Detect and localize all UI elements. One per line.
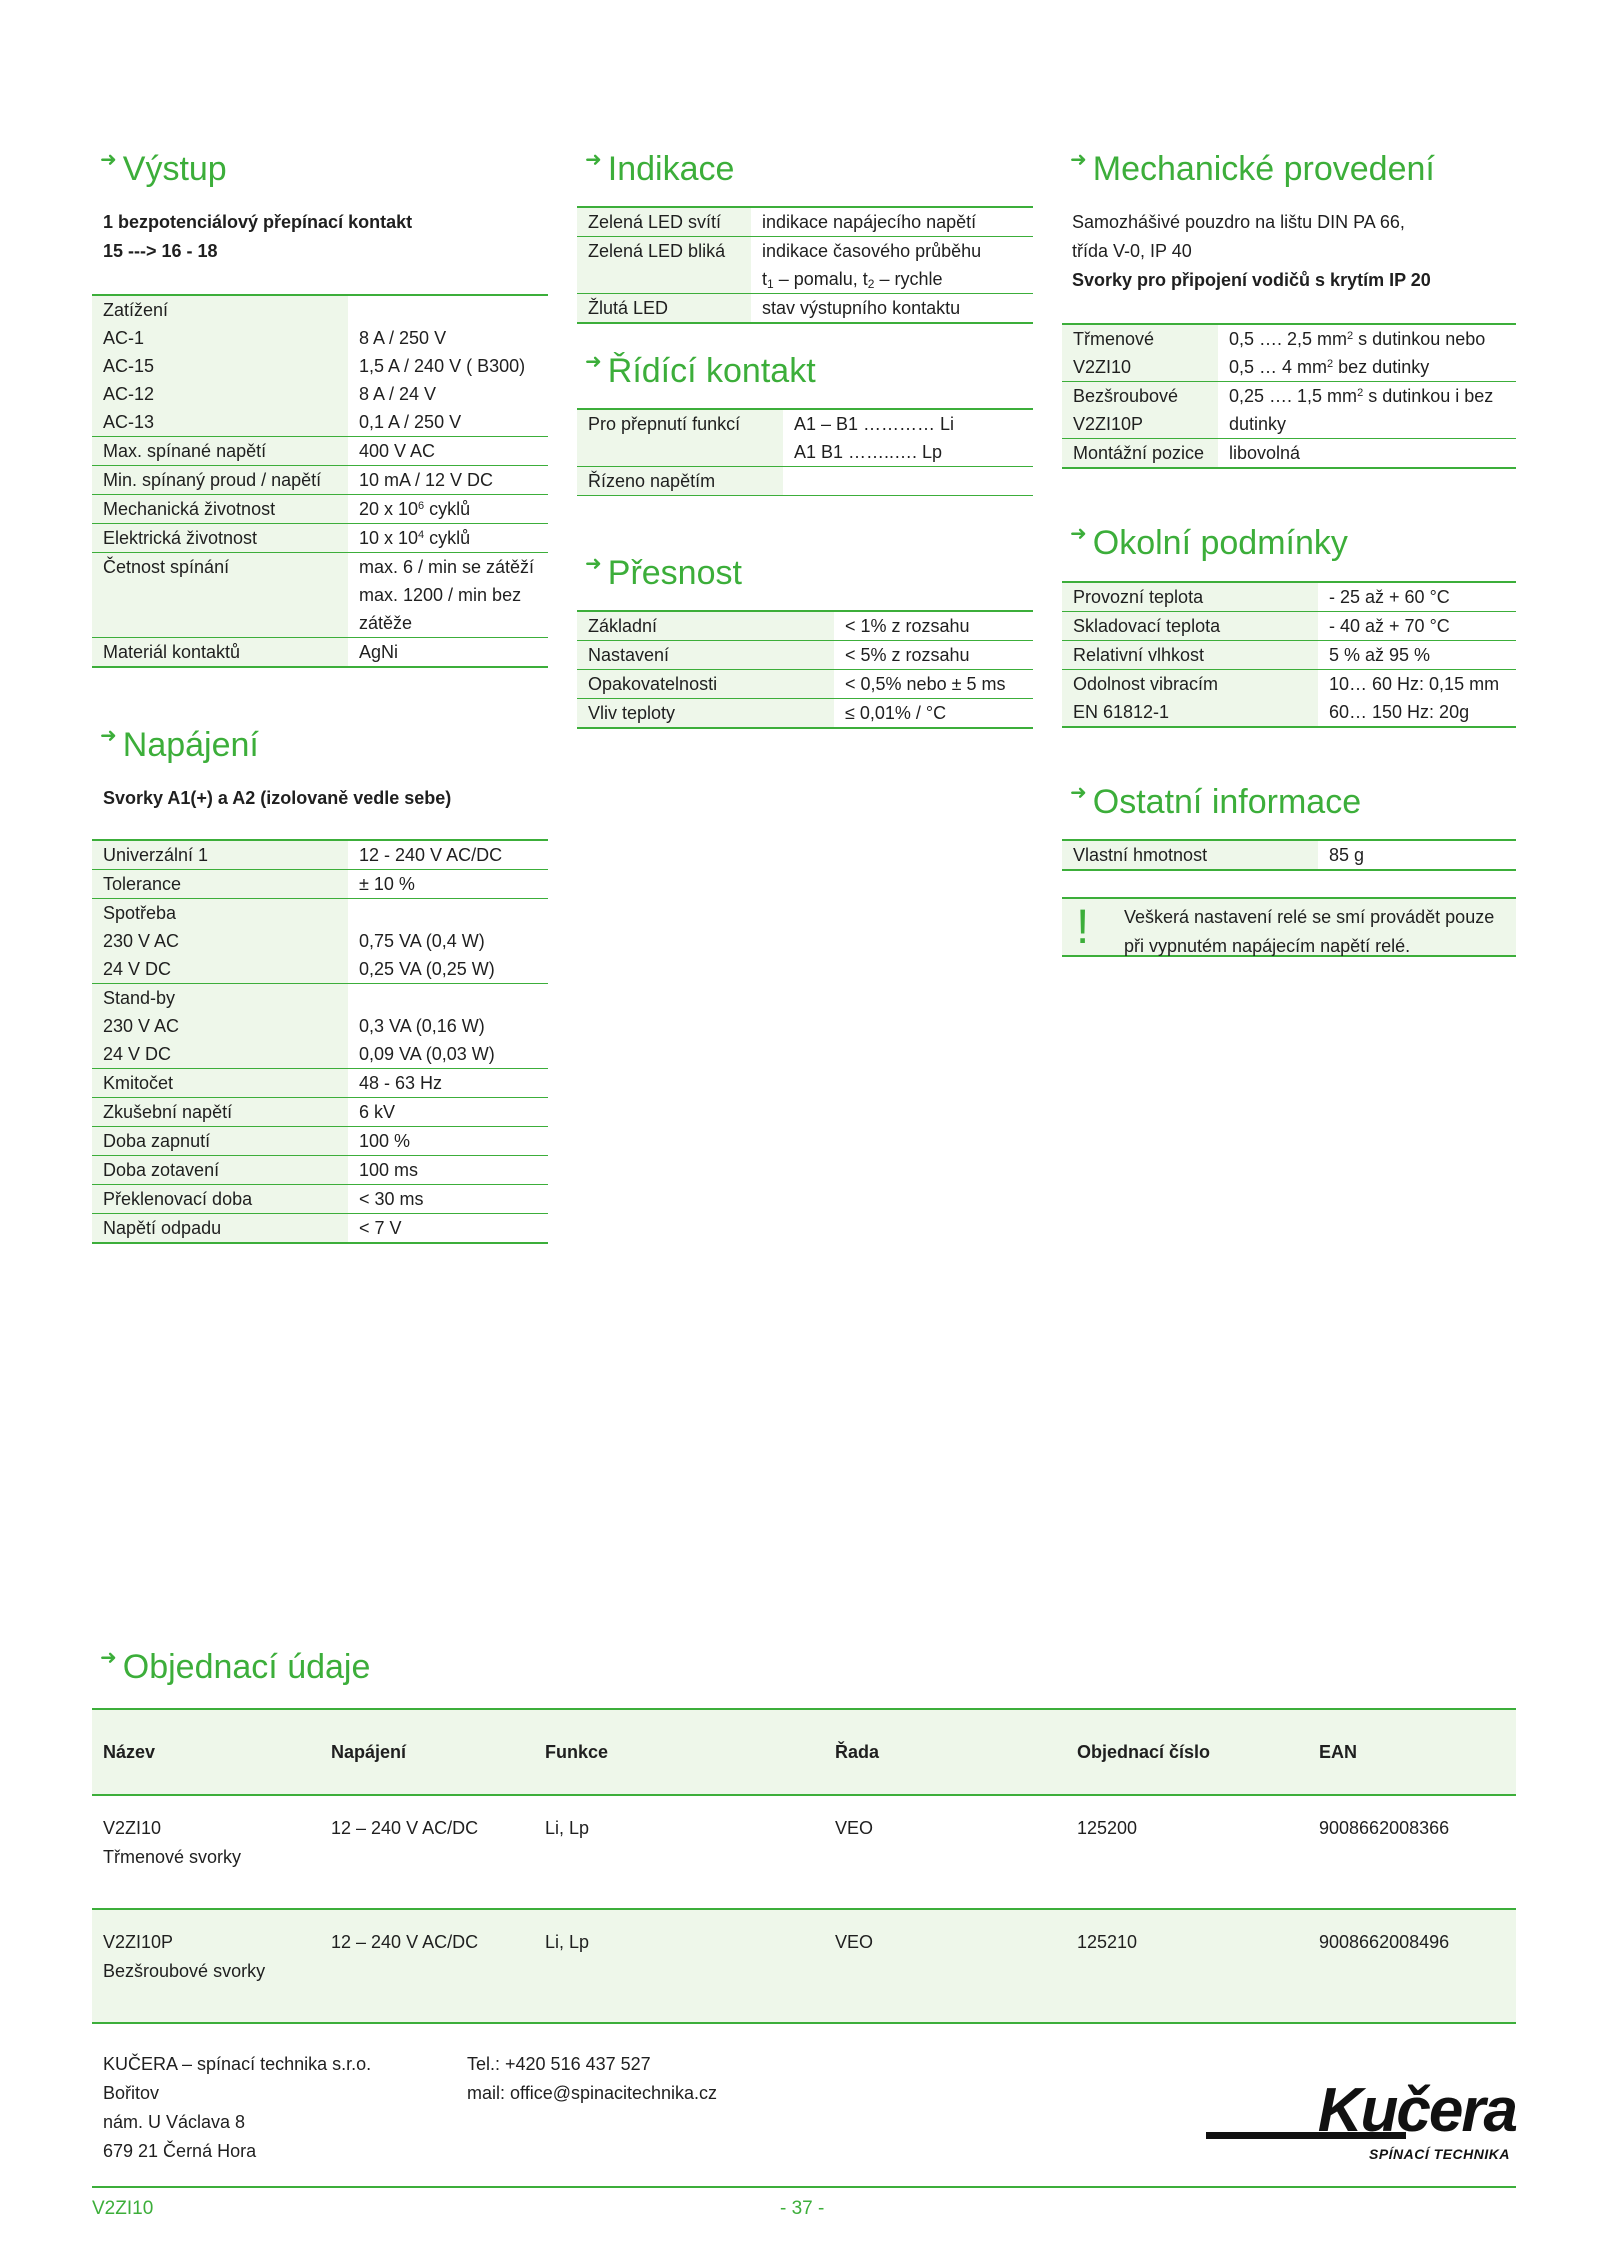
spec-value: 5 % až 95 % <box>1318 641 1516 670</box>
arrow-right-icon: ➜ <box>1070 149 1087 171</box>
spec-value: $t_1$ – pomalu, $t_2$ – rychle <box>762 269 943 291</box>
spec-label: Třmenové <box>1062 324 1218 353</box>
spec-row <box>577 409 1033 438</box>
spec-value: < 7 V <box>348 1214 548 1244</box>
spec-label <box>577 438 783 467</box>
spec-value: 8 A / 250 V <box>359 328 447 348</box>
spec-label: AC-13 <box>92 408 348 437</box>
spec-row <box>92 495 548 524</box>
spec-value: < 30 ms <box>348 1185 548 1214</box>
spec-label: Max. spínané napětí <box>92 437 348 466</box>
spec-label: AC-1 <box>92 324 348 352</box>
section-title-vystup: ➜ Výstup <box>100 149 227 188</box>
spec-row <box>577 670 1033 699</box>
spec-row <box>92 408 548 437</box>
spec-label: Min. spínaný proud / napětí <box>92 466 348 495</box>
order-cell-nazev: V2ZI10P Bezšroubové svorky <box>92 1909 320 2023</box>
spec-row <box>577 641 1033 670</box>
spec-value: < 1% z rozsahu <box>834 611 1033 641</box>
spec-label: Zatížení <box>92 295 348 324</box>
vystup-intro: 1 bezpotenciálový přepínací kontakt 15 ---> 16 - 18 <box>103 212 413 261</box>
spec-row <box>1062 324 1516 353</box>
order-row <box>92 1909 1516 2023</box>
spec-value: 1,5 A / 240 V ( B300) <box>359 356 526 376</box>
spec-row <box>92 466 548 495</box>
spec-row <box>92 1069 548 1098</box>
spec-row <box>1062 410 1516 439</box>
spec-value: 0,75 VA (0,4 W) <box>359 931 485 951</box>
napajeni-table <box>92 839 548 1244</box>
spec-value: max. 6 / min se zátěží <box>348 553 548 582</box>
order-cell-napajeni: 12 – 240 V AC/DC <box>320 1909 534 2023</box>
spec-label: 230 V AC <box>92 1012 348 1040</box>
spec-label: 230 V AC <box>92 927 348 955</box>
spec-value: - 25 až + 60 °C <box>1318 582 1516 612</box>
spec-label: Relativní vlhkost <box>1062 641 1318 670</box>
spec-label <box>577 265 751 294</box>
spec-row <box>1062 612 1516 641</box>
arrow-right-icon: ➜ <box>1070 782 1087 804</box>
spec-row <box>1062 439 1516 469</box>
spec-label: Odolnost vibracím <box>1062 670 1318 699</box>
spec-row <box>577 611 1033 641</box>
spec-value: 6 kV <box>348 1098 548 1127</box>
arrow-right-icon: ➜ <box>100 1647 117 1669</box>
ridici-table <box>577 408 1033 496</box>
spec-label: V2ZI10 <box>1062 353 1218 382</box>
spec-value <box>348 295 548 324</box>
spec-label: Stand-by <box>92 984 348 1013</box>
spec-value: zátěže <box>359 613 413 633</box>
spec-label: 24 V DC <box>92 1040 348 1069</box>
okolni-table <box>1062 581 1516 728</box>
spec-row <box>92 352 548 380</box>
exclamation-icon: ! <box>1076 901 1090 954</box>
order-cell-nazev: V2ZI10 Třmenové svorky <box>92 1795 320 1909</box>
spec-value: 20 x $10^6$ cyklů <box>348 495 548 524</box>
spec-row <box>92 840 548 870</box>
spec-label: Elektrická životnost <box>92 524 348 553</box>
spec-label: EN 61812-1 <box>1062 698 1318 727</box>
mechanicke-table <box>1062 323 1516 469</box>
spec-value: indikace napájecího napětí <box>751 207 1033 237</box>
spec-value: 100 ms <box>348 1156 548 1185</box>
spec-row <box>1062 698 1516 727</box>
section-title-presnost: ➜ Přesnost <box>585 553 742 592</box>
spec-row <box>577 467 1033 496</box>
order-header-objednaci-cislo: Objednací číslo <box>1066 1709 1308 1795</box>
spec-label: Materiál kontaktů <box>92 638 348 668</box>
order-cell-funkce: Li, Lp <box>534 1795 824 1909</box>
spec-label: Překlenovací doba <box>92 1185 348 1214</box>
spec-value: 48 - 63 Hz <box>348 1069 548 1098</box>
spec-row <box>92 927 548 955</box>
spec-value: 10 mA / 12 V DC <box>348 466 548 495</box>
spec-row <box>1062 582 1516 612</box>
order-header-rada: Řada <box>824 1709 1066 1795</box>
spec-row <box>92 984 548 1013</box>
footer-divider <box>92 2186 1516 2188</box>
spec-value: ± 10 % <box>348 870 548 899</box>
spec-value: 0,5 …. 2,5 $mm^2$ s dutinkou nebo <box>1218 324 1516 353</box>
indikace-table <box>577 206 1033 324</box>
spec-row <box>92 1214 548 1244</box>
section-title-indikace: ➜ Indikace <box>585 149 735 188</box>
page-number: - 37 - <box>780 2198 825 2219</box>
spec-row <box>577 265 1033 294</box>
order-header-funkce: Funkce <box>534 1709 824 1795</box>
kucera-logo: Kučera SPÍNACÍ TECHNIKA <box>1206 2076 1516 2166</box>
spec-value: 60… 150 Hz: 20g <box>1318 698 1516 727</box>
spec-row <box>92 437 548 466</box>
arrow-right-icon: ➜ <box>585 351 602 373</box>
order-header-row <box>92 1709 1516 1795</box>
spec-label: V2ZI10P <box>1062 410 1218 439</box>
spec-value: 400 V AC <box>348 437 548 466</box>
spec-value: < 5% z rozsahu <box>834 641 1033 670</box>
spec-value: 0,25 VA (0,25 W) <box>359 959 495 979</box>
spec-value <box>348 984 548 1013</box>
vystup-table <box>92 294 548 668</box>
arrow-right-icon: ➜ <box>585 553 602 575</box>
section-title-ridici: ➜ Řídící kontakt <box>585 351 816 390</box>
spec-row <box>577 207 1033 237</box>
mechanicke-intro: Samozhášivé pouzdro na lištu DIN PA 66, třída V-0, IP 40 Svorky pro připojení vodičů s krytím IP 20 <box>1072 212 1431 290</box>
spec-label: Nastavení <box>577 641 834 670</box>
spec-label: Základní <box>577 611 834 641</box>
spec-value: 0,3 VA (0,16 W) <box>359 1016 485 1036</box>
spec-row <box>1062 641 1516 670</box>
spec-value: A1 – B1 ………… Li <box>783 409 1033 438</box>
spec-label: Žlutá LED <box>577 294 751 324</box>
spec-value: 8 A / 24 V <box>359 384 437 404</box>
spec-row <box>92 870 548 899</box>
spec-value: 10 x $10^4$ cyklů <box>348 524 548 553</box>
spec-value: 100 % <box>348 1127 548 1156</box>
arrow-right-icon: ➜ <box>1070 523 1087 545</box>
spec-row <box>1062 382 1516 411</box>
spec-label: Vliv teploty <box>577 699 834 729</box>
spec-row <box>1062 840 1516 870</box>
spec-label: Spotřeba <box>92 899 348 928</box>
spec-value: - 40 až + 70 °C <box>1318 612 1516 641</box>
spec-label: Opakovatelnosti <box>577 670 834 699</box>
spec-row <box>92 638 548 668</box>
spec-label: Zelená LED svítí <box>577 207 751 237</box>
spec-value: libovolná <box>1218 439 1516 469</box>
spec-label: Mechanická životnost <box>92 495 348 524</box>
order-cell-rada: VEO <box>824 1795 1066 1909</box>
ostatni-table <box>1062 839 1516 871</box>
arrow-right-icon: ➜ <box>100 149 117 171</box>
spec-label: AC-12 <box>92 380 348 408</box>
spec-label: Kmitočet <box>92 1069 348 1098</box>
spec-row <box>92 324 548 352</box>
spec-value <box>348 899 548 928</box>
spec-row <box>92 1012 548 1040</box>
spec-row <box>92 524 548 553</box>
spec-value: 0,25 …. 1,5 $mm^2$ s dutinkou i bez <box>1218 382 1516 411</box>
spec-row <box>1062 353 1516 382</box>
spec-row <box>92 553 548 582</box>
spec-label: Vlastní hmotnost <box>1062 840 1318 870</box>
company-contact: Tel.: +420 516 437 527 mail: office@spinacitechnika.cz <box>467 2054 718 2103</box>
order-cell-rada: VEO <box>824 1909 1066 2023</box>
spec-value <box>783 467 1033 496</box>
spec-label: AC-15 <box>92 352 348 380</box>
order-cell-objednaci-cislo: 125200 <box>1066 1795 1308 1909</box>
spec-label: 24 V DC <box>92 955 348 984</box>
spec-value: indikace časového průběhu <box>751 237 1033 266</box>
spec-value: 0,09 VA (0,03 W) <box>359 1044 495 1064</box>
spec-row <box>577 438 1033 467</box>
spec-row <box>92 581 548 609</box>
product-code: V2ZI10 <box>92 2198 154 2219</box>
order-header-ean: EAN <box>1308 1709 1516 1795</box>
napajeni-intro: Svorky A1(+) a A2 (izolovaně vedle sebe) <box>103 788 452 808</box>
arrow-right-icon: ➜ <box>100 725 117 747</box>
section-title-ostatni: ➜ Ostatní informace <box>1070 782 1362 821</box>
spec-row <box>92 1185 548 1214</box>
spec-value: < 0,5% nebo ± 5 ms <box>834 670 1033 699</box>
spec-row <box>92 1098 548 1127</box>
spec-label: Skladovací teplota <box>1062 612 1318 641</box>
spec-label: Provozní teplota <box>1062 582 1318 612</box>
spec-row <box>577 699 1033 729</box>
spec-label: Řízeno napětím <box>577 467 783 496</box>
spec-label: Doba zotavení <box>92 1156 348 1185</box>
spec-row <box>92 1156 548 1185</box>
spec-label: Univerzální 1 <box>92 840 348 870</box>
spec-value: stav výstupního kontaktu <box>751 294 1033 324</box>
spec-label: Doba zapnutí <box>92 1127 348 1156</box>
order-row <box>92 1795 1516 1909</box>
section-title-mechanicke: ➜ Mechanické provedení <box>1070 149 1435 188</box>
section-title-objednaci: ➜ Objednací údaje <box>100 1647 371 1686</box>
spec-value: 85 g <box>1318 840 1516 870</box>
spec-label: Zelená LED bliká <box>577 237 751 266</box>
section-title-okolni: ➜ Okolní podmínky <box>1070 523 1348 562</box>
spec-row <box>577 237 1033 266</box>
spec-value: dutinky <box>1229 414 1287 434</box>
company-address: KUČERA – spínací technika s.r.o. Bořitov nám. U Václava 8 679 21 Černá Hora <box>103 2054 372 2161</box>
order-cell-funkce: Li, Lp <box>534 1909 824 2023</box>
order-header-napajeni: Napájení <box>320 1709 534 1795</box>
spec-row <box>92 380 548 408</box>
spec-label: Tolerance <box>92 870 348 899</box>
spec-row <box>92 295 548 324</box>
spec-row <box>92 609 548 638</box>
presnost-table <box>577 610 1033 729</box>
spec-label <box>92 609 348 638</box>
spec-row <box>92 899 548 928</box>
spec-value: ≤ 0,01% / °C <box>834 699 1033 729</box>
spec-value: 10… 60 Hz: 0,15 mm <box>1318 670 1516 699</box>
spec-label: Napětí odpadu <box>92 1214 348 1244</box>
spec-row <box>92 1127 548 1156</box>
spec-value: 12 - 240 V AC/DC <box>348 840 548 870</box>
spec-label: Bezšroubové <box>1062 382 1218 411</box>
order-cell-napajeni: 12 – 240 V AC/DC <box>320 1795 534 1909</box>
spec-value: AgNi <box>348 638 548 668</box>
spec-row <box>577 294 1033 324</box>
spec-value: A1 B1 ……..…. Lp <box>794 442 943 462</box>
spec-value: 0,5 … 4 $mm^2$ bez dutinky <box>1229 357 1430 377</box>
spec-label: Montážní pozice <box>1062 439 1218 469</box>
spec-row <box>1062 670 1516 699</box>
spec-row <box>92 1040 548 1069</box>
order-table <box>92 1708 1516 2024</box>
order-header-nazev: Název <box>92 1709 320 1795</box>
spec-label: Pro přepnutí funkcí <box>577 409 783 438</box>
arrow-right-icon: ➜ <box>585 149 602 171</box>
spec-value: max. 1200 / min bez <box>359 585 522 605</box>
warning-note: ! Veškerá nastavení relé se smí provádět pouze při vypnutém napájecím napětí relé. <box>1062 897 1516 957</box>
spec-row <box>92 955 548 984</box>
order-cell-ean: 9008662008366 <box>1308 1795 1516 1909</box>
spec-label: Zkušební napětí <box>92 1098 348 1127</box>
spec-label <box>92 581 348 609</box>
section-title-napajeni: ➜ Napájení <box>100 725 259 764</box>
spec-label: Četnost spínání <box>92 553 348 582</box>
order-cell-objednaci-cislo: 125210 <box>1066 1909 1308 2023</box>
order-cell-ean: 9008662008496 <box>1308 1909 1516 2023</box>
spec-value: 0,1 A / 250 V <box>359 412 462 432</box>
